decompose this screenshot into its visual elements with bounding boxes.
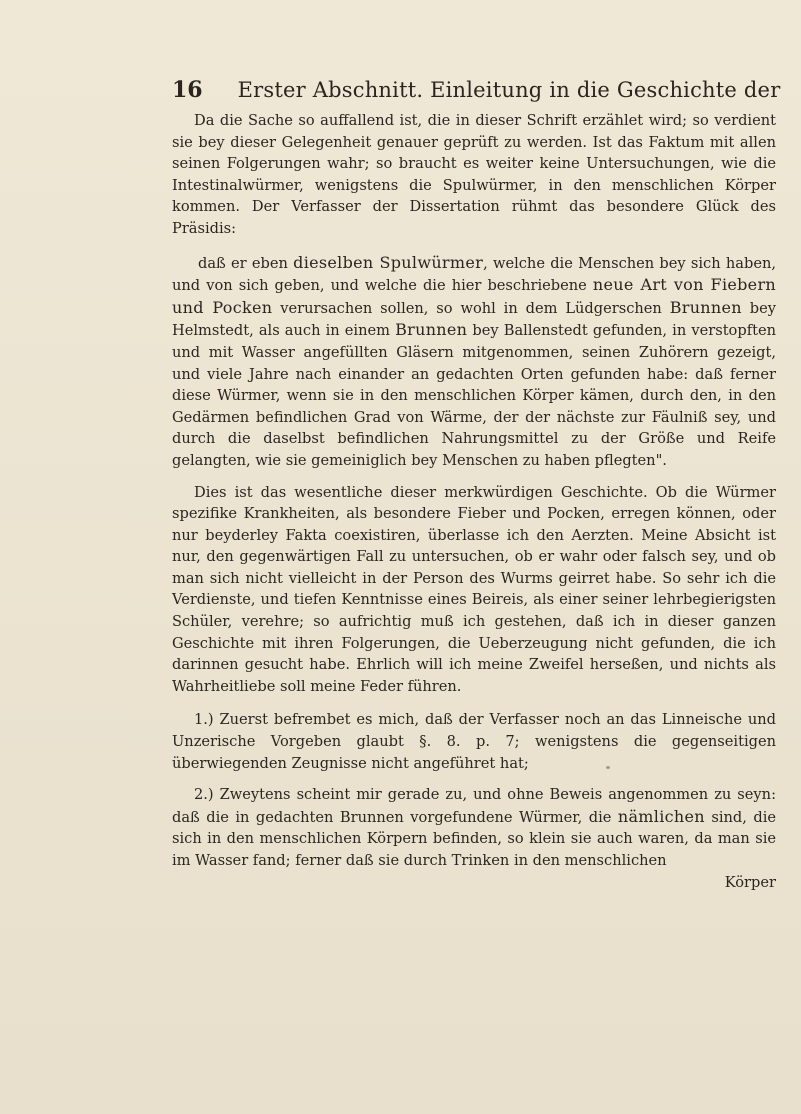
running-title: Erster Abschnitt. Einleitung in die Geschichte der — [237, 78, 781, 102]
point-text: sind, die sich in den menschlichen Körpern befinden, so klein sie auch waren, da man sie im Wasser fand; ferner daß sie durch Trinken in den menschlichen — [172, 808, 776, 869]
paragraph-quote — [172, 252, 776, 472]
quote-text: verursachen sollen, so wohl in dem Lüdgerschen — [272, 299, 670, 317]
quote-emphasis: neue Art von Fiebern und Pocken — [172, 275, 776, 317]
point-emphasis: nämlichen — [617, 806, 705, 826]
point-text: 2.) Zweytens scheint mir gerade zu, und ohne Beweis angenommen zu seyn: daß die in gedachten Brunnen vorgefundene Würmer, die — [172, 786, 776, 826]
catchword-line — [172, 872, 776, 894]
body-text — [172, 110, 776, 893]
quote-emphasis: Brunnen — [669, 297, 742, 317]
page-header — [172, 72, 781, 108]
paragraph-point-1: 1.) Zuerst befrembet es mich, daß der Verfasser noch an das Linneische und Unzerische Vorgeben glaubt §. 8. p. 7; wenigstens die gegenseitigen überwiegenden Zeugnisse nicht angeführet hat; — [172, 711, 776, 772]
quote-text: bey Helmstedt, als auch in einem — [172, 299, 776, 340]
quote-text: bey Ballenstedt gefunden, in verstopften und mit Wasser angefüllten Gläsern mitgenommen, seinen Zuhörern gezeigt, und viele Jahre nach einander an gedachten Orten gefunden habe: daß ferner diese Würmer, wenn sie in den menschlichen Körper kämen, durch den, in den Gedärmen befindlichen Grad von Wärme, der der nächste zur Fäulniß sey, und durch die daselbst befindlichen Nahrungsmittel zu der Größe und Reife gelangten, wie sie gemeiniglich bey Menschen zu haben pflegten". — [172, 322, 776, 469]
paragraph-intro: Da die Sache so auffallend ist, die in dieser Schrift erzählet wird; so verdient sie bey dieser Gelegenheit genauer geprüft zu werden. Ist das Faktum mit allen seinen Folgerungen wahr; so braucht es weiter keine Untersuchungen, wie die Intestinalwürmer, wenigstens die Spulwürmer, in den menschlichen Körper kommen. Der Verfasser der Dissertation rühmt das besondere Glück des Präsidis: — [172, 112, 776, 237]
quote-text: , welche die Menschen bey sich haben, und von sich geben, und welche die hier beschriebene — [172, 254, 776, 295]
catchword: Körper — [724, 873, 776, 891]
quote-text: daß er eben — [198, 254, 294, 272]
paragraph-analysis: Dies ist das wesentliche dieser merkwürdigen Geschichte. Ob die Würmer spezifike Krankheiten, als besondere Fieber und Pocken, erregen können, oder nur beyderley Fakta coexistiren, überlasse ich den Aerzten. Meine Absicht ist nur, den gegenwärtigen Fall zu untersuchen, ob er wahr oder falsch sey, und ob man sich nicht vielleicht in der Person des Wurms geirret habe. So sehr ich die Verdienste, und tiefen Kenntnisse eines Beireis, als einer seiner lehrbegierigsten Schüler, verehre; so aufrichtig muß ich gestehen, daß ich in dieser ganzen Geschichte mit ihren Folgerungen, die Ueberzeugung nicht gefunden, die ich darinnen gesucht habe. Ehrlich will ich meine Zweifel herseßen, und nichts als Wahrheitliebe soll meine Feder führen. — [172, 483, 776, 695]
quote-emphasis: dieselben Spulwürmer — [293, 252, 484, 272]
ink-speck — [606, 766, 610, 769]
quote-emphasis: Brunnen — [395, 320, 468, 340]
paragraph-point-2 — [172, 784, 776, 871]
page-number: 16 — [172, 77, 203, 103]
